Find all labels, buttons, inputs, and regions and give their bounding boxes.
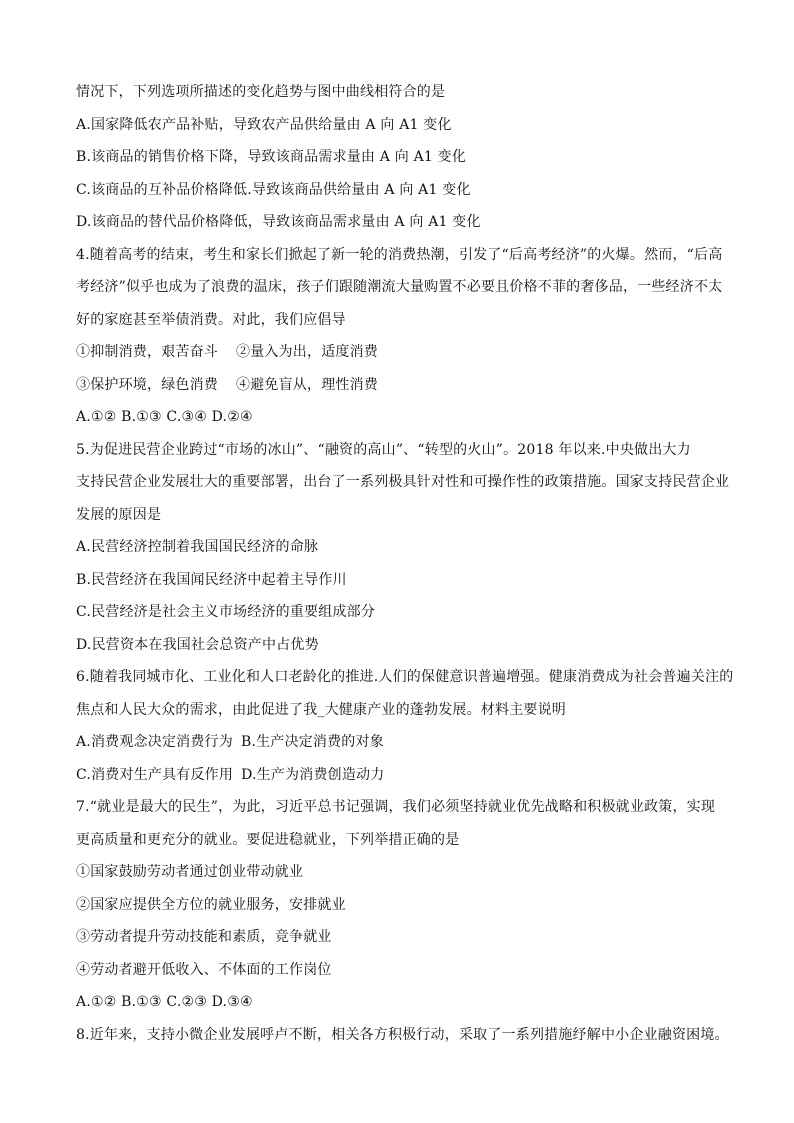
q4-statement-row <box>76 342 736 362</box>
q5-option-d: D.民营资本在我国社会总资产中占优势 <box>76 637 319 653</box>
q7-statement-1: ①国家鼓励劳动者通过创业带动就业 <box>76 864 304 880</box>
q5-option-c: C.民营经济是社会主义市场经济的重要组成部分 <box>76 604 376 620</box>
q4-stem-line-3: 好的家庭甚至举债消费。对此，我们应倡导 <box>76 312 346 328</box>
q6-option-c: C.消费对生产具有反作用 <box>76 767 234 783</box>
q6-option-b: B.生产决定消费的对象 <box>240 734 384 750</box>
q5-option-b: B.民营经济在我国闻民经济中起着主导作川 <box>76 572 347 588</box>
q5-stem-line-1: 5.为促进民营企业跨过“市场的冰山”、“融资的高山”、“转型的火山”。2018 年以来.中央做出大力 <box>76 442 691 458</box>
q3-option-a: A.国家降低农产品补贴，导致农产品供给量由 A 向 A1 变化 <box>76 117 452 133</box>
q4-statement-3: ③保护环境，绿色消费 <box>76 377 218 393</box>
q5-stem-line-2: 支持民营企业发展壮大的重要部署，出台了一系列极具针对性和可操作性的政策措施。国家支持民营企业 <box>76 474 730 490</box>
q8-stem-line-1: 8.近年来，支持小微企业发展呼卢不断，相关各方积极行动，采取了一系列措施纾解中小企业融资困境。 <box>76 1027 729 1043</box>
q3-option-b: B.该商品的销售价格下降，导致该商品需求量由 A 向 A1 变化 <box>76 149 467 165</box>
q3-option-c: C.该商品的互补品价格降低.导致该商品供给量由 A 向 A1 变化 <box>76 182 471 198</box>
q4-stem-line-2: 考经济”似乎也成为了浪费的温床，孩子们跟随潮流大量购置不必要且价格不菲的奢侈品，一些经济不太 <box>76 279 723 295</box>
q4-statement-row <box>76 375 736 395</box>
q7-stem-line-2: 更高质量和更充分的就业。要促进稳就业，下列举措正确的是 <box>76 832 460 848</box>
q7-statement-2: ②国家应提供全方位的就业服务，安排就业 <box>76 897 346 913</box>
q6-stem-line-2: 焦点和人民大众的需求，由此促进了我_大健康产业的蓬勃发展。材料主要说明 <box>76 702 566 718</box>
q7-answer-choices: A.①② B.①③ C.②③ D.③④ <box>76 994 253 1010</box>
q3-stem-continued: 情况下，下列选项所描述的变化趋势与图中曲线相符合的是 <box>76 84 446 100</box>
q7-stem-line-1: 7.“就业是最大的民生”，为此，习近平总书记强调，我们必须坚持就业优先战略和积极就业政策，实现 <box>76 799 716 815</box>
q6-stem-line-1: 6.随着我同城市化、工业化和人口老龄化的推进.人们的保健意识普遍增强。健康消费成为社会普遍关注的 <box>76 669 734 685</box>
q6-option-a: A.消费观念决定消费行为 <box>76 734 233 750</box>
q7-statement-4: ④劳动者避开低收入、不体面的工作岗位 <box>76 962 332 978</box>
q4-statement-2: ②量入为出，适度消费 <box>236 344 378 360</box>
q3-option-d: D.该商品的替代品价格降低，导致该商品需求量由 A 向 A1 变化 <box>76 214 481 230</box>
q6-choice-row <box>76 732 736 752</box>
q6-choice-row <box>76 765 736 785</box>
q4-statement-4: ④避免盲从，理性消费 <box>236 377 378 393</box>
q7-statement-3: ③劳动者提升劳动技能和素质，竞争就业 <box>76 929 332 945</box>
q5-stem-line-3: 发展的原因是 <box>76 507 162 523</box>
q5-option-a: A.民营经济控制着我国国民经济的命脉 <box>76 539 319 555</box>
q6-option-d: D.生产为消费创造动力 <box>241 767 385 783</box>
q4-statement-1: ①抑制消费，艰苦奋斗 <box>76 344 218 360</box>
q4-answer-choices: A.①② B.①③ C.③④ D.②④ <box>76 409 253 425</box>
q4-stem-line-1: 4.随着高考的结束，考生和家长们掀起了新一轮的消费热潮，引发了“后高考经济”的火爆。然而，“后高 <box>76 247 723 263</box>
